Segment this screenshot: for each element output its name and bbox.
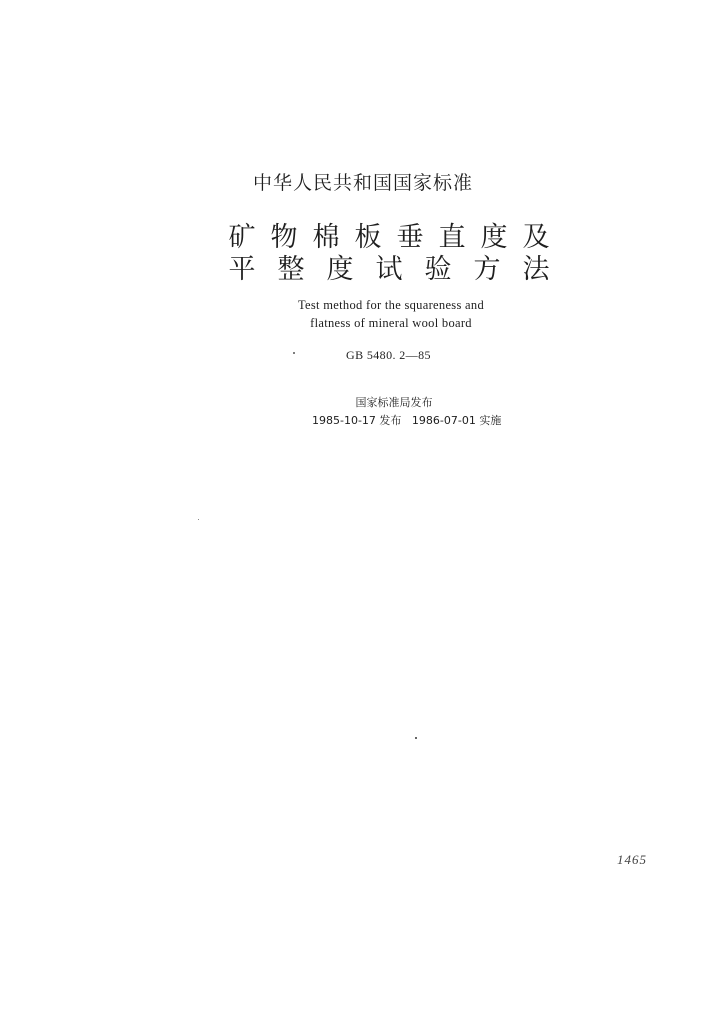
issue-and-effective-dates: 1985-10-17 发布 1986-07-01 实施: [312, 414, 502, 427]
title-char: 度: [326, 254, 354, 285]
national-standard-heading: 中华人民共和国国家标准: [252, 172, 473, 194]
chinese-title-line-1: [228, 223, 550, 253]
english-title-line-1: Test method for the squareness and: [297, 298, 484, 312]
chinese-title-line-2: [228, 255, 550, 285]
title-char: 试: [375, 254, 403, 285]
title-char: 直: [438, 222, 466, 253]
title-char: 整: [277, 254, 305, 285]
scan-speck: [293, 352, 295, 354]
page-number: 1465: [617, 852, 647, 867]
english-title-line-2: flatness of mineral wool board: [310, 316, 472, 330]
title-char: 矿: [228, 222, 256, 253]
title-char: 法: [522, 254, 550, 285]
scan-speck: [415, 737, 417, 739]
issuing-authority: 国家标准局发布: [355, 396, 433, 409]
title-char: 验: [424, 254, 452, 285]
title-char: 方: [473, 254, 501, 285]
title-char: 板: [354, 222, 382, 253]
english-title: [0, 296, 726, 332]
title-char: 棉: [312, 222, 340, 253]
scan-speck: [198, 519, 199, 520]
standard-number: GB 5480. 2—85: [346, 348, 431, 362]
title-char: 垂: [396, 222, 424, 253]
title-char: 平: [228, 254, 256, 285]
title-char: 物: [270, 222, 298, 253]
title-char: 度: [480, 222, 508, 253]
title-char: 及: [522, 222, 550, 253]
